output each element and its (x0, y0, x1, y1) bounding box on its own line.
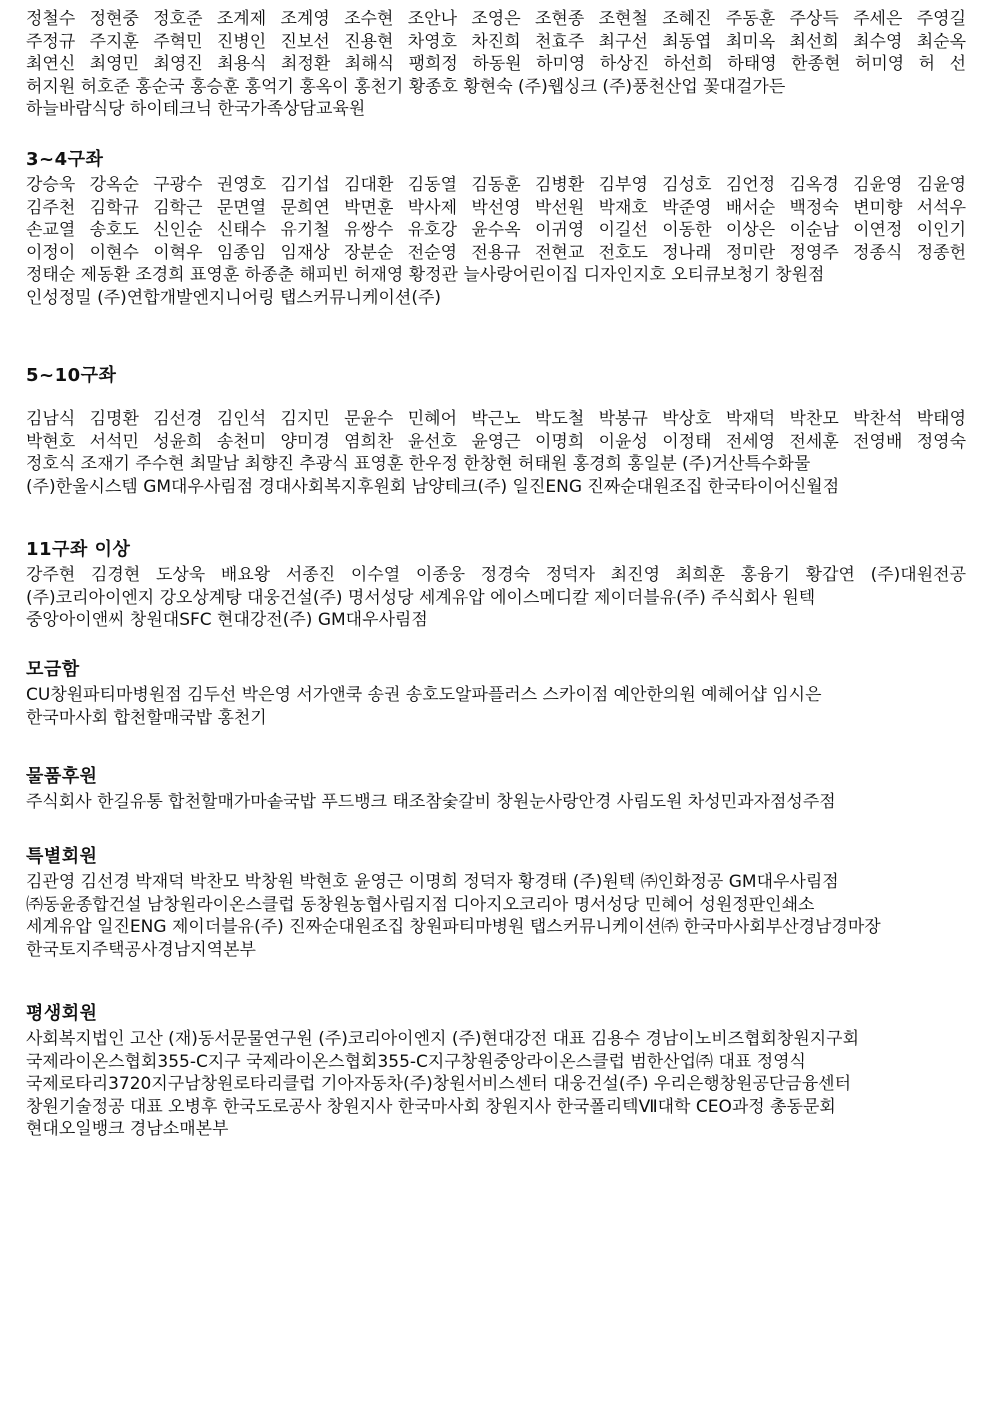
name-line: ㈜동윤종합건설 남창원라이온스클럽 동창원농협사림지점 디아지오코리아 명서성당 민혜어 성원정판인쇄소 (26, 894, 815, 915)
section-body (26, 684, 966, 729)
name-line: 국제로타리3720지구남창원로타리클럽 기아자동차(주)창원서비스센터 대웅건설(주) 우리은행창원공단금융센터 (26, 1074, 851, 1094)
section-lifetime-members (26, 1002, 966, 1141)
section-heading: 3~4구좌 (26, 149, 104, 170)
section-body (26, 174, 966, 309)
section-body (26, 791, 966, 814)
section-body (26, 1028, 966, 1141)
name-line: 한국토지주택공사경남지역본부 (26, 939, 256, 960)
name-line: 강주현 김경현 도상욱 배요왕 서종진 이수열 이종웅 정경숙 정덕자 최진영 최희훈 홍융기 황갑연 (주)대원전공 (26, 565, 966, 585)
name-line: 정태순 제동환 조경희 표영훈 하종춘 해피빈 허재영 황정관 늘사랑어린이집 디자인지호 오티큐보청기 창원점 (26, 265, 825, 285)
name-line: 김남식 김명환 김선경 김인석 김지민 문윤수 민혜어 박근노 박도철 박봉규 박상호 박재덕 박찬모 박찬석 박태영 (26, 409, 966, 429)
name-line: 최연신 최영민 최영진 최용식 최정환 최해식 팽희정 하동원 하미영 하상진 하선희 하태영 한종현 허미영 허 선 (26, 54, 966, 74)
name-line: 이정이 이현수 이혁우 임종임 임재상 장분순 전순영 전용규 전현교 전호도 정나래 정미란 정영주 정종식 정종헌 (26, 242, 966, 263)
name-line: 창원기술정공 대표 오병후 한국도로공사 창원지사 한국마사회 창원지사 한국폴리텍Ⅶ대학 CEO과정 총동문회 (26, 1096, 836, 1117)
name-line: 하늘바람식당 하이테크닉 한국가족상담교육원 (26, 99, 366, 119)
section-heading: 평생회원 (26, 1003, 98, 1024)
section-heading: 모금함 (26, 659, 80, 680)
name-line: 강승욱 강옥순 구광수 권영호 김기섭 김대환 김동열 김동훈 김병환 김부영 김성호 김언정 김옥경 김윤영 김윤영 (26, 175, 966, 195)
section-3-4 (26, 148, 966, 309)
name-line: 박현호 서석민 성윤희 송천미 양미경 염희찬 윤선호 윤영근 이명희 이윤성 이정태 전세영 전세훈 전영배 정영숙 (26, 431, 966, 452)
section-heading: 5~10구좌 (26, 365, 117, 386)
name-line: 중앙아이앤씨 창원대SFC 현대강전(주) GM대우사림점 (26, 610, 428, 630)
section-body (26, 408, 966, 498)
section-top-continued (26, 8, 966, 121)
name-line: 김주천 김학규 김학근 문면열 문희연 박면훈 박사제 박선영 박선원 박재호 박준영 배서순 백정숙 변미향 서석우 (26, 197, 966, 218)
name-line: 사회복지법인 고산 (재)동서문물연구원 (주)코리아이엔지 (주)현대강전 대표 김용수 경남이노비즈협회창원지구회 (26, 1029, 860, 1049)
section-5-10 (26, 364, 966, 498)
name-line: 김관영 김선경 박재덕 박찬모 박창원 박현호 윤영근 이명희 정덕자 황경태 (주)원텍 ㈜인화정공 GM대우사림점 (26, 872, 839, 892)
section-body (26, 8, 966, 121)
section-11-plus (26, 538, 966, 632)
section-heading: 물품후원 (26, 766, 98, 787)
name-line: 정호식 조재기 주수현 최말남 최향진 추광식 표영훈 한우정 한창현 허태원 홍경희 홍일분 (주)거산특수화물 (26, 454, 811, 474)
name-line: 인성정밀 (주)연합개발엔지니어링 탭스커뮤니케이션(주) (26, 287, 442, 308)
name-line: 손교열 송호도 신인순 신태수 유기철 유쌍수 유호강 윤수옥 이귀영 이길선 이동한 이상은 이순남 이연정 이인기 (26, 220, 966, 240)
name-line: (주)코리아이엔지 강오상계탕 대웅건설(주) 명서성당 세계유압 에이스메디칼 제이더블유(주) 주식회사 원텍 (26, 587, 816, 608)
name-line: 주식회사 한길유통 합천할매가마솥국밥 푸드뱅크 태조참숯갈비 창원눈사랑안경 사림도원 차성민과자점성주점 (26, 792, 836, 812)
name-line: 현대오일뱅크 경남소매본부 (26, 1119, 229, 1139)
name-line: (주)한울시스템 GM대우사림점 경대사회복지후원회 남양테크(주) 일진ENG 진짜순대원조집 한국타이어신월점 (26, 476, 840, 497)
section-donation-box (26, 658, 966, 729)
name-line: 주정규 주지훈 주혁민 진병인 진보선 진용현 차영호 차진희 천효주 최구선 최동엽 최미옥 최선희 최수영 최순옥 (26, 31, 966, 52)
section-goods-donation (26, 765, 966, 814)
section-body (26, 871, 966, 961)
name-line: 한국마사회 합천할매국밥 홍천기 (26, 707, 267, 728)
section-body (26, 564, 966, 632)
name-line: 국제라이온스협회355-C지구 국제라이온스협회355-C지구창원중앙라이온스클럽 범한산업㈜ 대표 정영식 (26, 1051, 806, 1072)
name-line: 허지원 허호준 홍순국 홍승훈 홍억기 홍옥이 홍천기 황종호 황현숙 (주)웹싱크 (주)풍천산업 꽃대걸가든 (26, 76, 786, 97)
section-special-members (26, 845, 966, 961)
name-line: 세계유압 일진ENG 제이더블유(주) 진짜순대원조집 창원파티마병원 탭스커뮤니케이션㈜ 한국마사회부산경남경마장 (26, 917, 881, 937)
name-line: 정철수 정현중 정호준 조계제 조계영 조수현 조안나 조영은 조현종 조현철 조혜진 주동훈 주상득 주세은 주영길 (26, 9, 966, 29)
section-heading: 11구좌 이상 (26, 539, 131, 560)
name-line: CU창원파티마병원점 김두선 박은영 서가앤쿡 송권 송호도알파플러스 스카이점 예안한의원 예헤어샵 임시은 (26, 685, 822, 705)
section-heading: 특별회원 (26, 846, 98, 867)
